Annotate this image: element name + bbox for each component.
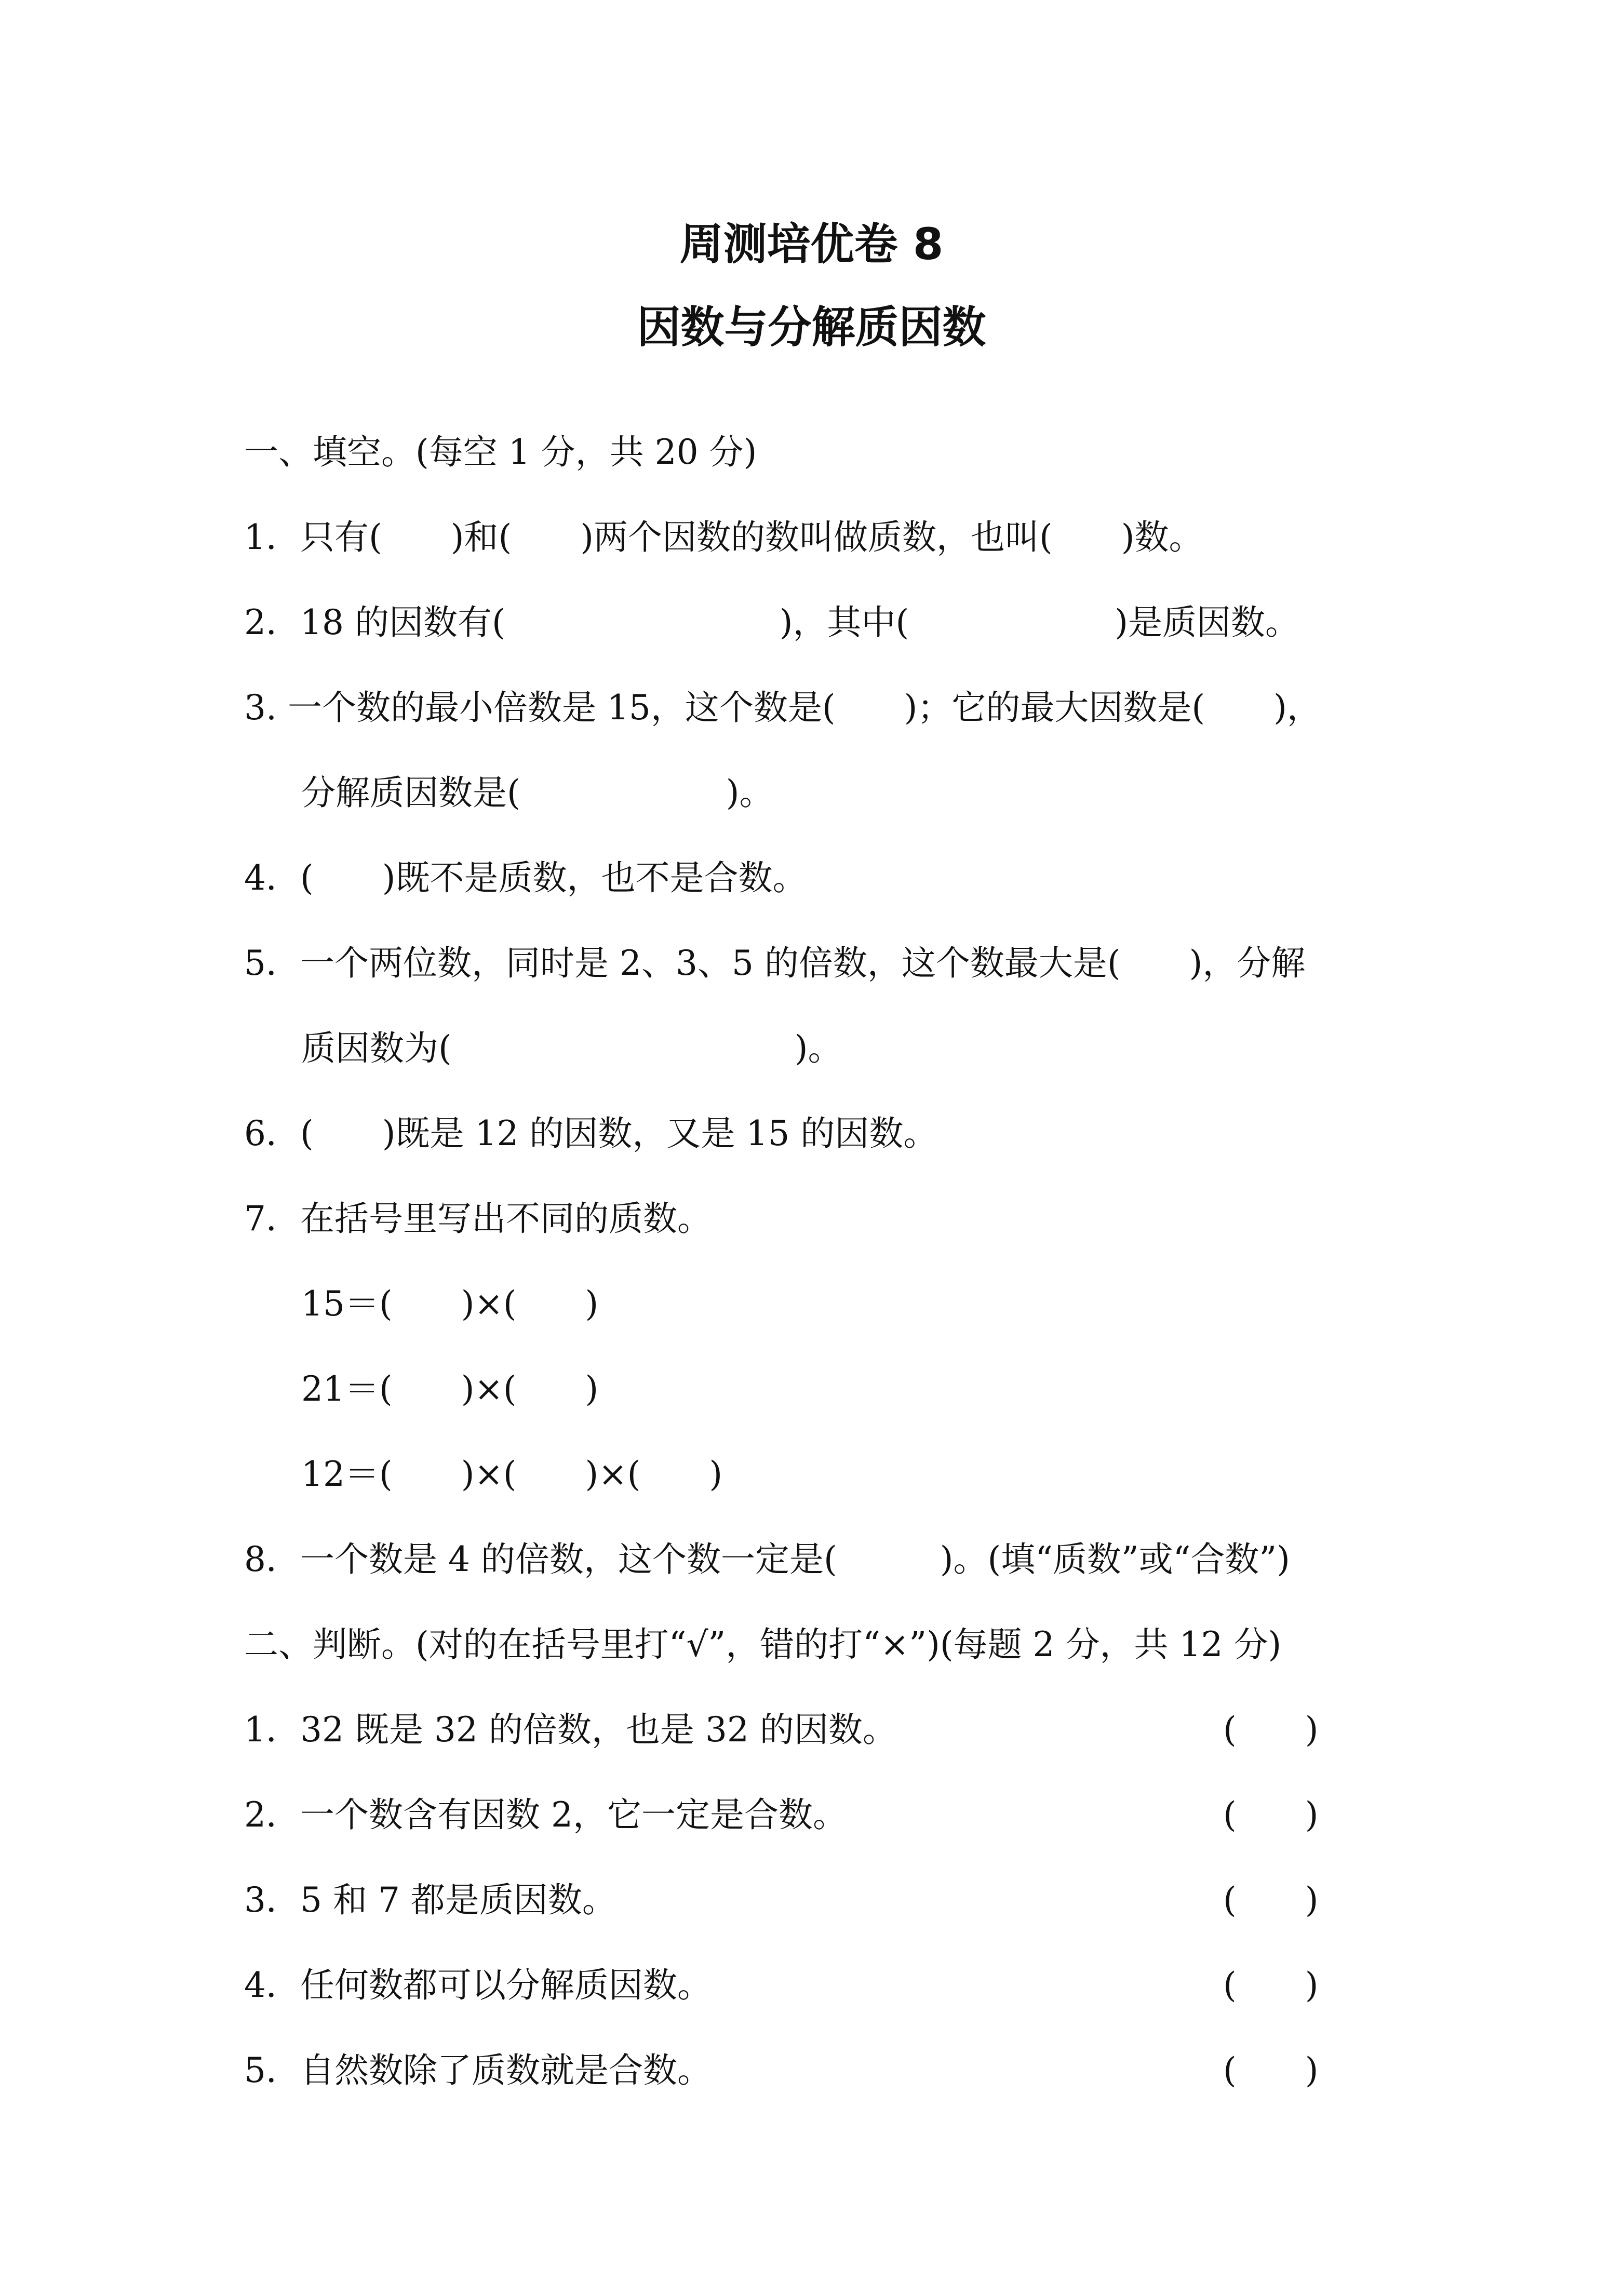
- question-3-line1: 3. 一个数的最小倍数是 15，这个数是( )；它的最大因数是( )，: [244, 688, 1321, 728]
- page-title: 周测培优卷 8: [679, 219, 944, 270]
- question-1: 1．只有( )和( )两个因数的数叫做质数，也叫( )数。: [244, 517, 1203, 557]
- question-4: 4．( )既不是质数，也不是合数。: [244, 858, 807, 898]
- question-7: 7．在括号里写出不同的质数。: [244, 1199, 712, 1239]
- judge-item-5: 5．自然数除了质数就是合数。: [244, 2050, 712, 2090]
- judge-answer-blank-4: ( ): [1223, 1965, 1319, 2005]
- judge-answer-blank-2: ( ): [1223, 1795, 1319, 1835]
- question-3-line2: 分解质因数是( )。: [301, 773, 774, 813]
- question-6: 6．( )既是 12 的因数，又是 15 的因数。: [244, 1113, 938, 1153]
- question-2: 2．18 的因数有( )，其中( )是质因数。: [244, 602, 1299, 642]
- question-8: 8．一个数是 4 的倍数，这个数一定是( )。(填“质数”或“合数”): [244, 1539, 1290, 1579]
- judge-item-2: 2．一个数含有因数 2，它一定是合数。: [244, 1795, 847, 1835]
- question-7-equation-3: 12＝( )×( )×( ): [301, 1454, 723, 1494]
- question-7-equation-2: 21＝( )×( ): [301, 1369, 599, 1409]
- judge-item-1: 1．32 既是 32 的倍数，也是 32 的因数。: [244, 1710, 897, 1750]
- section2-heading: 二、判断。(对的在括号里打“√”，错的打“×”)(每题 2 分，共 12 分): [244, 1624, 1282, 1664]
- page-subtitle: 因数与分解质因数: [637, 302, 986, 353]
- judge-item-4: 4．任何数都可以分解质因数。: [244, 1965, 712, 2005]
- question-5-line1: 5．一个两位数，同时是 2、3、5 的倍数，这个数最大是( )，分解: [244, 943, 1306, 983]
- question-7-equation-1: 15＝( )×( ): [301, 1284, 599, 1324]
- section1-heading: 一、填空。(每空 1 分，共 20 分): [244, 432, 757, 472]
- question-5-line2: 质因数为( )。: [301, 1028, 842, 1068]
- judge-item-3: 3．5 和 7 都是质因数。: [244, 1880, 616, 1920]
- judge-answer-blank-5: ( ): [1223, 2050, 1319, 2090]
- judge-answer-blank-3: ( ): [1223, 1880, 1319, 1920]
- judge-answer-blank-1: ( ): [1223, 1710, 1319, 1750]
